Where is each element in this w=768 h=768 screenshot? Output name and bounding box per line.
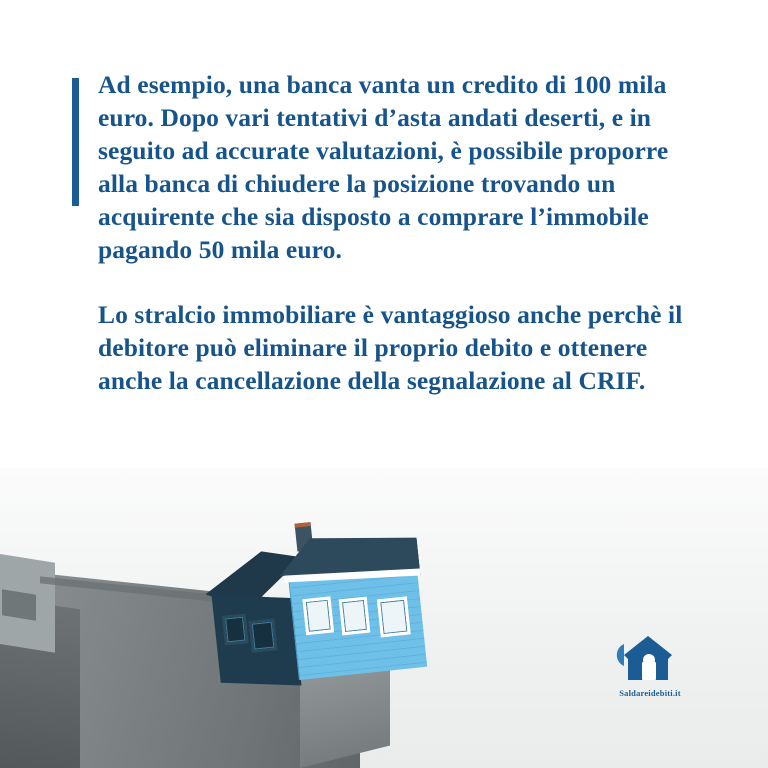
house-window	[377, 596, 411, 637]
paragraph-example: Ad esempio, una banca vanta un credito di 100 mila euro. Dopo vari tentativi d’asta andati deserti, e in seguito ad accurate valutazioni, è possibile proporre alla banca di chiudere la posizione trovando un acquirente che sia disposto a comprare l’immobile pagando 50 mila euro.	[98, 70, 669, 264]
brand-logo[interactable]	[604, 630, 696, 698]
house-window	[248, 618, 277, 653]
house-logo-icon	[614, 630, 686, 684]
brand-logo-caption: Saldareidebiti.it	[619, 688, 681, 698]
house-window	[339, 597, 371, 636]
photo-house-on-ledge	[0, 468, 768, 768]
left-building-window	[2, 589, 36, 620]
text-block	[72, 68, 702, 397]
house-window	[302, 596, 334, 635]
accent-bar	[72, 78, 79, 206]
house	[181, 527, 435, 696]
house-window	[222, 613, 249, 645]
paragraph-benefit: Lo stralcio immobiliare è vantaggioso anche perchè il debitore può eliminare il proprio debito e ottenere anche la cancellazione della segnalazione al CRIF.	[98, 300, 683, 395]
